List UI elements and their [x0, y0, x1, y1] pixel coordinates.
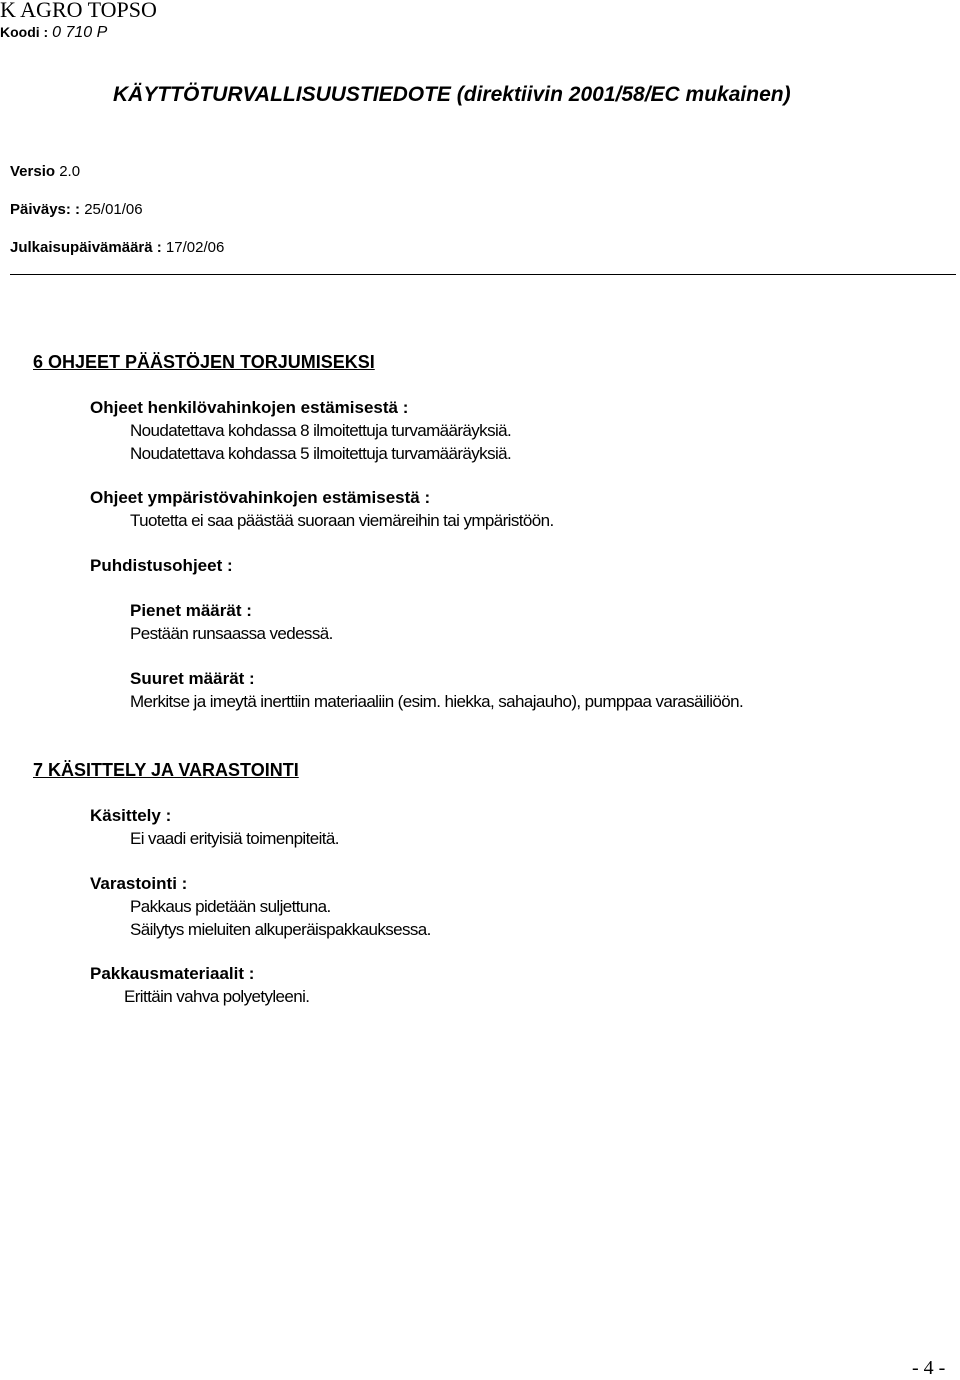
- release-date-value: 17/02/06: [165, 239, 225, 256]
- version-label: Versio: [10, 163, 60, 180]
- date-value: 25/01/06: [84, 201, 143, 218]
- cleanup-label: Puhdistusohjeet :: [90, 556, 233, 575]
- storage-label: Varastointi :: [90, 874, 188, 893]
- header-divider: [10, 274, 956, 275]
- product-code-value: 0 710 P: [52, 24, 108, 41]
- date-line: [10, 201, 143, 218]
- environmental-protection-label: Ohjeet ympäristövahinkojen estämisestä :: [90, 488, 431, 507]
- large-quantities-text: Merkitse ja imeytä inerttiin materiaaliin (esim. hiekka, sahajauho), pumppaa varasäiliöön.: [130, 692, 744, 711]
- company-name: K AGRO TOPSO: [0, 0, 157, 22]
- storage-line: Pakkaus pidetään suljettuna.: [130, 897, 331, 916]
- environmental-protection-text: Tuotetta ei saa päästää suoraan viemäreihin tai ympäristöön.: [130, 511, 554, 530]
- small-quantities-label: Pienet määrät :: [130, 601, 252, 620]
- personal-protection-line: Noudatettava kohdassa 8 ilmoitettuja turvamääräyksiä.: [130, 421, 512, 440]
- personal-protection-label: Ohjeet henkilövahinkojen estämisestä :: [90, 398, 409, 417]
- release-date-label: Julkaisupäivämäärä :: [10, 239, 166, 256]
- product-code: [0, 24, 107, 42]
- product-code-label: Koodi :: [0, 24, 53, 40]
- version-value: 2.0: [59, 163, 81, 180]
- personal-protection-line: Noudatettava kohdassa 5 ilmoitettuja turvamääräyksiä.: [130, 444, 512, 463]
- packaging-label: Pakkausmateriaalit :: [90, 964, 255, 983]
- release-date-line: [10, 239, 224, 256]
- page-number: - 4 -: [912, 1357, 946, 1379]
- section-7-heading: 7 KÄSITTELY JA VARASTOINTI: [33, 760, 299, 780]
- handling-label: Käsittely :: [90, 806, 172, 825]
- version-line: [10, 163, 80, 180]
- packaging-text: Erittäin vahva polyetyleeni.: [124, 987, 310, 1006]
- section-6-heading: 6 OHJEET PÄÄSTÖJEN TORJUMISEKSI: [33, 352, 375, 372]
- small-quantities-text: Pestään runsaassa vedessä.: [130, 624, 333, 643]
- large-quantities-label: Suuret määrät :: [130, 669, 255, 688]
- storage-line: Säilytys mieluiten alkuperäispakkauksessa.: [130, 920, 431, 939]
- handling-text: Ei vaadi erityisiä toimenpiteitä.: [130, 829, 339, 848]
- date-label: Päiväys: :: [10, 201, 85, 218]
- document-title: KÄYTTÖTURVALLISUUSTIEDOTE (direktiivin 2001/58/EC mukainen): [113, 83, 791, 106]
